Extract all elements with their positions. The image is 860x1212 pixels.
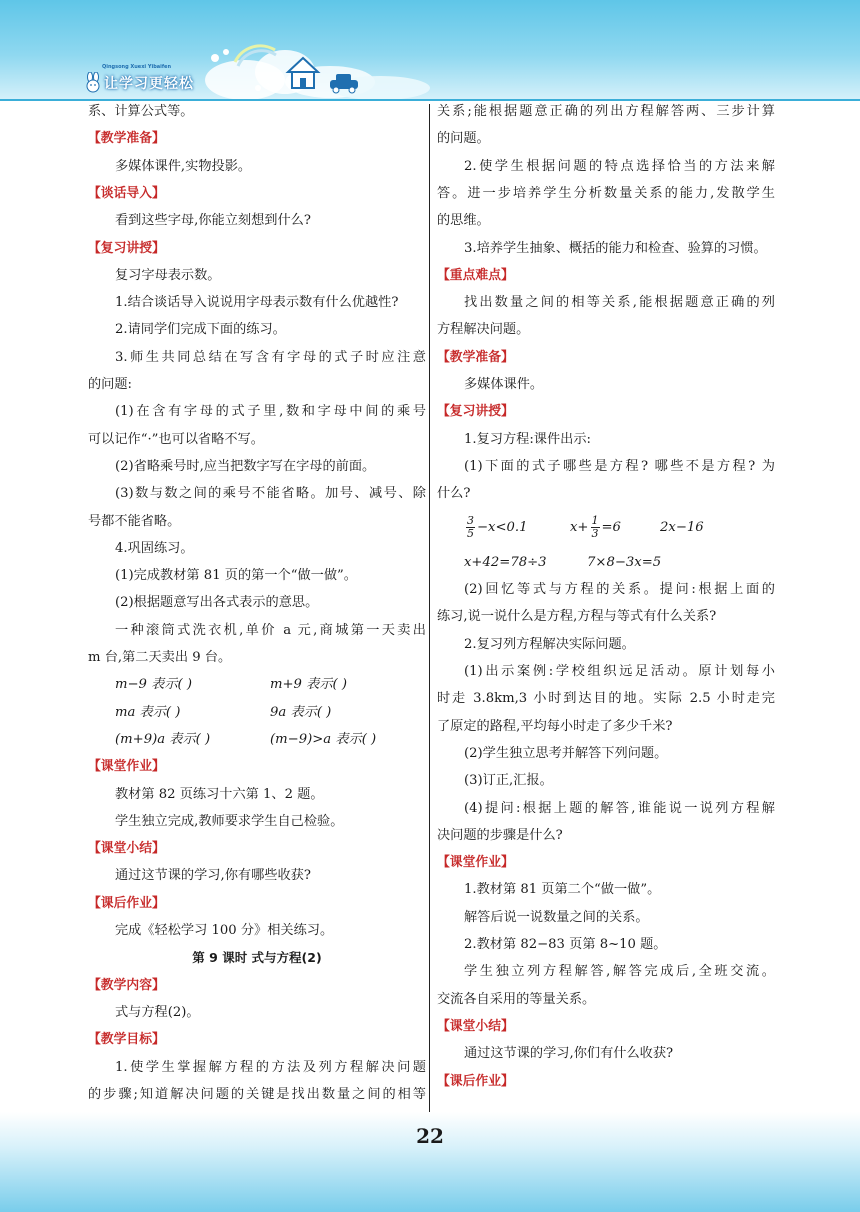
header-rule <box>0 99 860 101</box>
section-heading: 【谈话导入】 <box>88 185 165 201</box>
text-line: 了原定的路程,平均每小时走了多少千米? <box>437 718 673 734</box>
exercise-item: m+9 表示( ) <box>270 677 347 693</box>
text-line: (3)订正,汇报。 <box>464 773 553 789</box>
text-line: 号都不能省略。 <box>88 513 181 529</box>
text-line: m 台,第二天卖出 9 台。 <box>88 650 232 665</box>
text-line: 解答后说一说数量之间的关系。 <box>464 909 649 925</box>
fraction-numerator: 1 <box>591 513 599 527</box>
text-line: (2)省略乘号时,应当把数字写在字母的前面。 <box>115 458 376 474</box>
formula-item: 7×8−3x=5 <box>587 554 662 570</box>
formula-item: 2x−16 <box>660 519 704 535</box>
text-line: 学生独立完成,教师要求学生自己检验。 <box>115 813 344 829</box>
page-number: 22 <box>416 1124 444 1148</box>
lesson-title: 第 9 课时 式与方程(2) <box>192 950 322 966</box>
formula-item <box>570 515 621 540</box>
text-line: (1)在含有字母的式子里,数和字母中间的乘号 <box>115 404 426 420</box>
column-divider <box>429 104 430 1114</box>
text-line: 1.教材第 81 页第二个“做一做”。 <box>464 882 661 898</box>
section-heading: 【课堂小结】 <box>437 1018 514 1034</box>
formula-item: x+42=78÷3 <box>464 554 547 570</box>
section-heading: 【课堂作业】 <box>88 759 165 775</box>
rabbit-icon <box>84 72 102 94</box>
formula-text: x+ <box>570 519 589 535</box>
section-heading: 【教学内容】 <box>88 977 165 993</box>
text-line: (3)数与数之间的乘号不能省略。加号、减号、除 <box>115 486 426 502</box>
text-line: 一种滚筒式洗衣机,单价 a 元,商城第一天卖出 <box>115 622 426 638</box>
section-heading: 【重点难点】 <box>437 267 514 283</box>
formula-text: =6 <box>601 519 621 535</box>
text-line: 决问题的步骤是什么? <box>437 827 563 843</box>
text-line: 2.请同学们完成下面的练习。 <box>115 322 286 338</box>
text-line: 看到这些字母,你能立刻想到什么? <box>115 213 311 229</box>
text-line: 通过这节课的学习,你有哪些收获? <box>115 868 311 884</box>
section-heading: 【教学准备】 <box>88 131 165 147</box>
text-line: 3.师生共同总结在写含有字母的式子时应注意 <box>115 349 426 365</box>
text-line: 关系;能根据题意正确的列出方程解答两、三步计算 <box>437 104 775 119</box>
logo-subtitle: Qingsong Xuexi Yibaifen <box>102 64 172 70</box>
fraction-numerator: 3 <box>467 513 474 527</box>
text-line: 系、计算公式等。 <box>88 104 194 119</box>
text-line: (2)学生独立思考并解答下列问题。 <box>464 745 668 761</box>
text-line: 多媒体课件。 <box>464 377 544 392</box>
text-line: 答。进一步培养学生分析数量关系的能力,发散学生 <box>437 185 775 201</box>
fraction <box>591 515 600 540</box>
text-line: 2.教材第 82−83 页第 8~10 题。 <box>464 937 667 952</box>
text-line: (4)提问:根据上题的解答,谁能说一说列方程解 <box>464 800 775 816</box>
text-line: 交流各自采用的等量关系。 <box>437 991 596 1007</box>
text-line: 可以记作“·”也可以省略不写。 <box>88 431 264 447</box>
exercise-item: (m−9)>a 表示( ) <box>270 731 377 747</box>
section-heading: 【教学目标】 <box>88 1032 165 1048</box>
text-line: 的问题: <box>88 377 133 392</box>
text-line: 练习,说一说什么是方程,方程与等式有什么关系? <box>437 609 717 625</box>
text-line: 1.使学生掌握解方程的方法及列方程解决问题 <box>115 1059 426 1075</box>
text-line: 的思维。 <box>437 213 490 229</box>
text-line: 教材第 82 页练习十六第 1、2 题。 <box>115 786 324 802</box>
text-line: 学生独立列方程解答,解答完成后,全班交流。 <box>464 964 775 980</box>
text-line: 通过这节课的学习,你们有什么收获? <box>464 1046 674 1062</box>
exercise-item: (m+9)a 表示( ) <box>115 731 211 747</box>
section-heading: 【课后作业】 <box>88 895 165 911</box>
fraction-denominator: 3 <box>591 526 599 540</box>
text-line: (1)完成教材第 81 页的第一个“做一做”。 <box>115 568 357 584</box>
text-line: 时走 3.8km,3 小时到达目的地。实际 2.5 小时走完 <box>437 691 775 707</box>
section-heading: 【课堂作业】 <box>437 855 514 871</box>
section-heading: 【教学准备】 <box>437 349 514 365</box>
fraction-denominator: 5 <box>467 526 474 540</box>
text-line: 完成《轻松学习 100 分》相关练习。 <box>115 923 334 938</box>
section-heading: 【复习讲授】 <box>437 404 514 420</box>
exercise-item: m−9 表示( ) <box>115 677 192 693</box>
text-line: 的问题。 <box>437 131 490 147</box>
text-line: 2.复习列方程解决实际问题。 <box>464 636 635 652</box>
logo-text: 让学习更轻松 <box>104 76 194 92</box>
exercise-item: ma 表示( ) <box>115 704 181 720</box>
header-banner <box>0 0 860 100</box>
text-line: (2)回忆等式与方程的关系。提问:根据上面的 <box>464 582 775 598</box>
text-line: 什么? <box>437 486 471 502</box>
text-line: (1)出示案例:学校组织远足活动。原计划每小 <box>464 664 775 679</box>
text-line: 2.使学生根据问题的特点选择恰当的方法来解 <box>464 158 775 174</box>
exercise-item: 9a 表示( ) <box>270 704 332 720</box>
text-line: 多媒体课件,实物投影。 <box>115 158 252 174</box>
formula-item <box>464 515 528 540</box>
brand-logo <box>84 64 194 96</box>
text-line: (2)根据题意写出各式表示的意思。 <box>115 595 319 611</box>
fraction <box>466 515 475 540</box>
section-heading: 【复习讲授】 <box>88 240 165 256</box>
text-line: 式与方程(2)。 <box>115 1004 200 1020</box>
text-line: 1.复习方程:课件出示: <box>464 431 591 447</box>
text-line: 方程解决问题。 <box>437 322 530 338</box>
text-line: 找出数量之间的相等关系,能根据题意正确的列 <box>464 295 775 311</box>
text-line: 的步骤;知道解决问题的关键是找出数量之间的相等 <box>88 1086 426 1102</box>
text-line: (1)下面的式子哪些是方程? 哪些不是方程? 为 <box>464 458 775 474</box>
section-heading: 【课后作业】 <box>437 1073 514 1089</box>
text-line: 4.巩固练习。 <box>115 540 194 556</box>
formula-text: −x<0.1 <box>477 519 528 535</box>
text-line: 复习字母表示数。 <box>115 267 221 283</box>
text-line: 1.结合谈话导入说说用字母表示数有什么优越性? <box>115 295 399 311</box>
section-heading: 【课堂小结】 <box>88 841 165 857</box>
text-line: 3.培养学生抽象、概括的能力和检查、验算的习惯。 <box>464 240 767 256</box>
